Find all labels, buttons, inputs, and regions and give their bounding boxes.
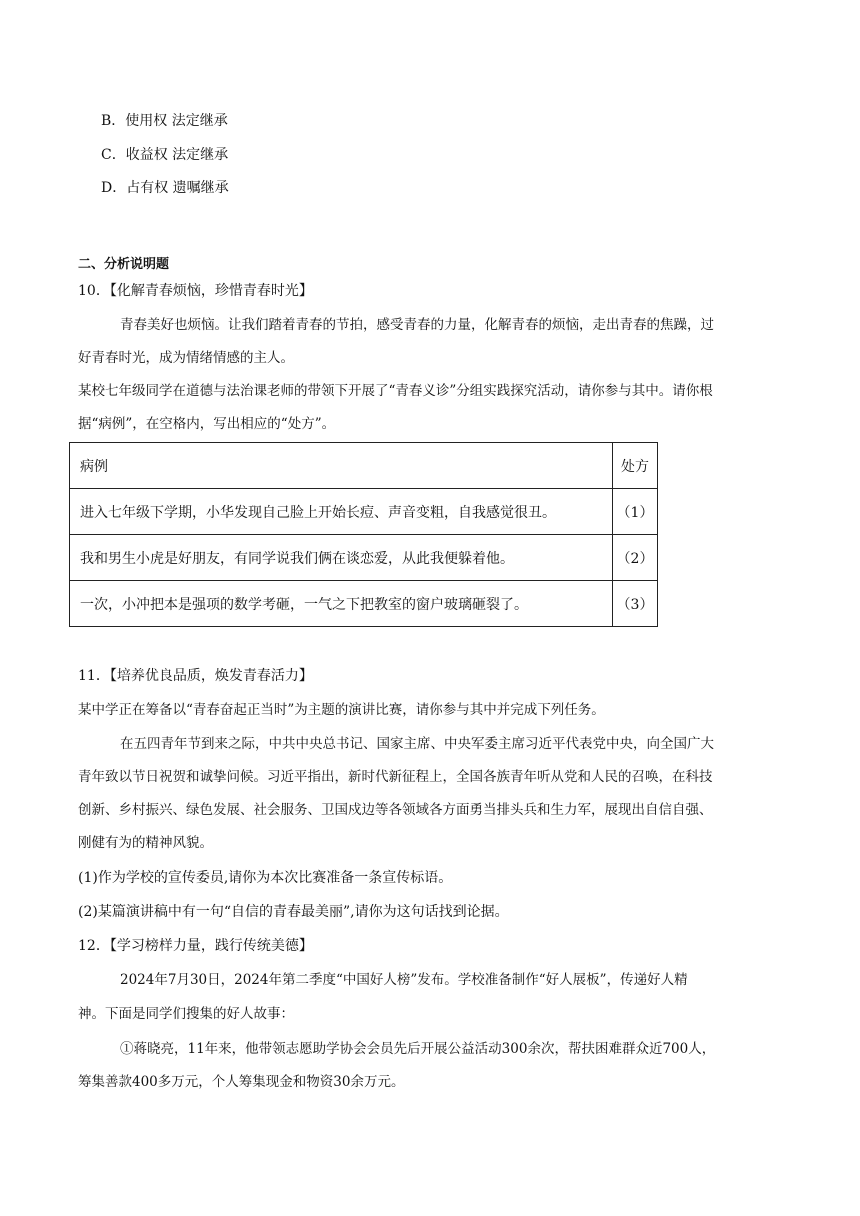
case-cell: 进入七年级下学期，小华发现自己脸上开始长痘、声音变粗，自我感觉很丑。 [70,489,613,535]
q12-intro-line2: 神。下面是同学们搜集的好人故事： [78,1006,294,1022]
q12-intro-line1: 2024年7月30日，2024年第二季度“中国好人榜”发布。学校准备制作“好人展板”，传递好人精 [120,972,688,988]
case-cell: 我和男生小虎是好朋友，有同学说我们俩在谈恋爱，从此我便躲着他。 [70,535,613,581]
option-d: D．占有权 遗嘱继承 [101,180,229,196]
q10-task-line2: 据“病例”，在空格内，写出相应的“处方”。 [78,416,336,432]
q11-material-line1: 在五四青年节到来之际，中共中央总书记、国家主席、中央军委主席习近平代表党中央，向全国广大 [120,736,714,752]
table-row [70,489,658,535]
table-header-row [70,443,658,489]
answer-cell[interactable]: （1） [613,489,658,535]
q10-heading: 10．【化解青春烦恼，珍惜青春时光】 [78,283,313,299]
q12-heading: 12．【学习榜样力量，践行传统美德】 [78,938,313,954]
q12-story1-line1: ①蒋晓亮，11年来，他带领志愿助学协会会员先后开展公益活动300余次，帮扶困难群众近700人， [120,1041,716,1057]
q11-sub1: (1)作为学校的宣传委员,请你为本次比赛准备一条宣传标语。 [78,870,453,886]
q11-material-line3: 创新、乡村振兴、绿色发展、社会服务、卫国戍边等各领域各方面勇当排头兵和生力军，展现出自信自强、 [78,802,713,818]
q11-material-line2: 青年致以节日祝贺和诚挚问候。习近平指出，新时代新征程上，全国各族青年听从党和人民的召唤，在科技 [78,769,713,785]
header-case: 病例 [70,443,613,489]
option-c: C．收益权 法定继承 [101,147,229,163]
option-b: B．使用权 法定继承 [101,113,228,129]
q10-intro-line1: 青春美好也烦恼。让我们踏着青春的节拍，感受青春的力量，化解青春的烦恼，走出青春的焦躁，过 [120,317,714,333]
q10-task-line1: 某校七年级同学在道德与法治课老师的带领下开展了“青春义诊”分组实践探究活动，请你参与其中。请你根 [78,383,713,399]
section-title: 二、分析说明题 [78,257,170,272]
q11-material-line4: 刚健有为的精神风貌。 [78,835,213,851]
table-row [70,535,658,581]
q12-story1-line2: 筹集善款400多万元，个人筹集现金和物资30余万元。 [78,1074,405,1090]
case-cell: 一次，小冲把本是强项的数学考砸，一气之下把教室的窗户玻璃砸裂了。 [70,581,613,627]
prescription-table [69,442,658,627]
table-row [70,581,658,627]
answer-cell[interactable]: （2） [613,535,658,581]
header-prescription: 处方 [613,443,658,489]
answer-cell[interactable]: （3） [613,581,658,627]
q11-sub2: (2)某篇演讲稿中有一句“自信的青春最美丽”,请你为这句话找到论据。 [78,904,509,920]
q11-intro: 某中学正在筹备以“青春奋起正当时”为主题的演讲比赛，请你参与其中并完成下列任务。 [78,702,605,718]
q10-intro-line2: 好青春时光，成为情绪情感的主人。 [78,350,294,366]
q11-heading: 11．【培养优良品质，焕发青春活力】 [78,668,313,684]
